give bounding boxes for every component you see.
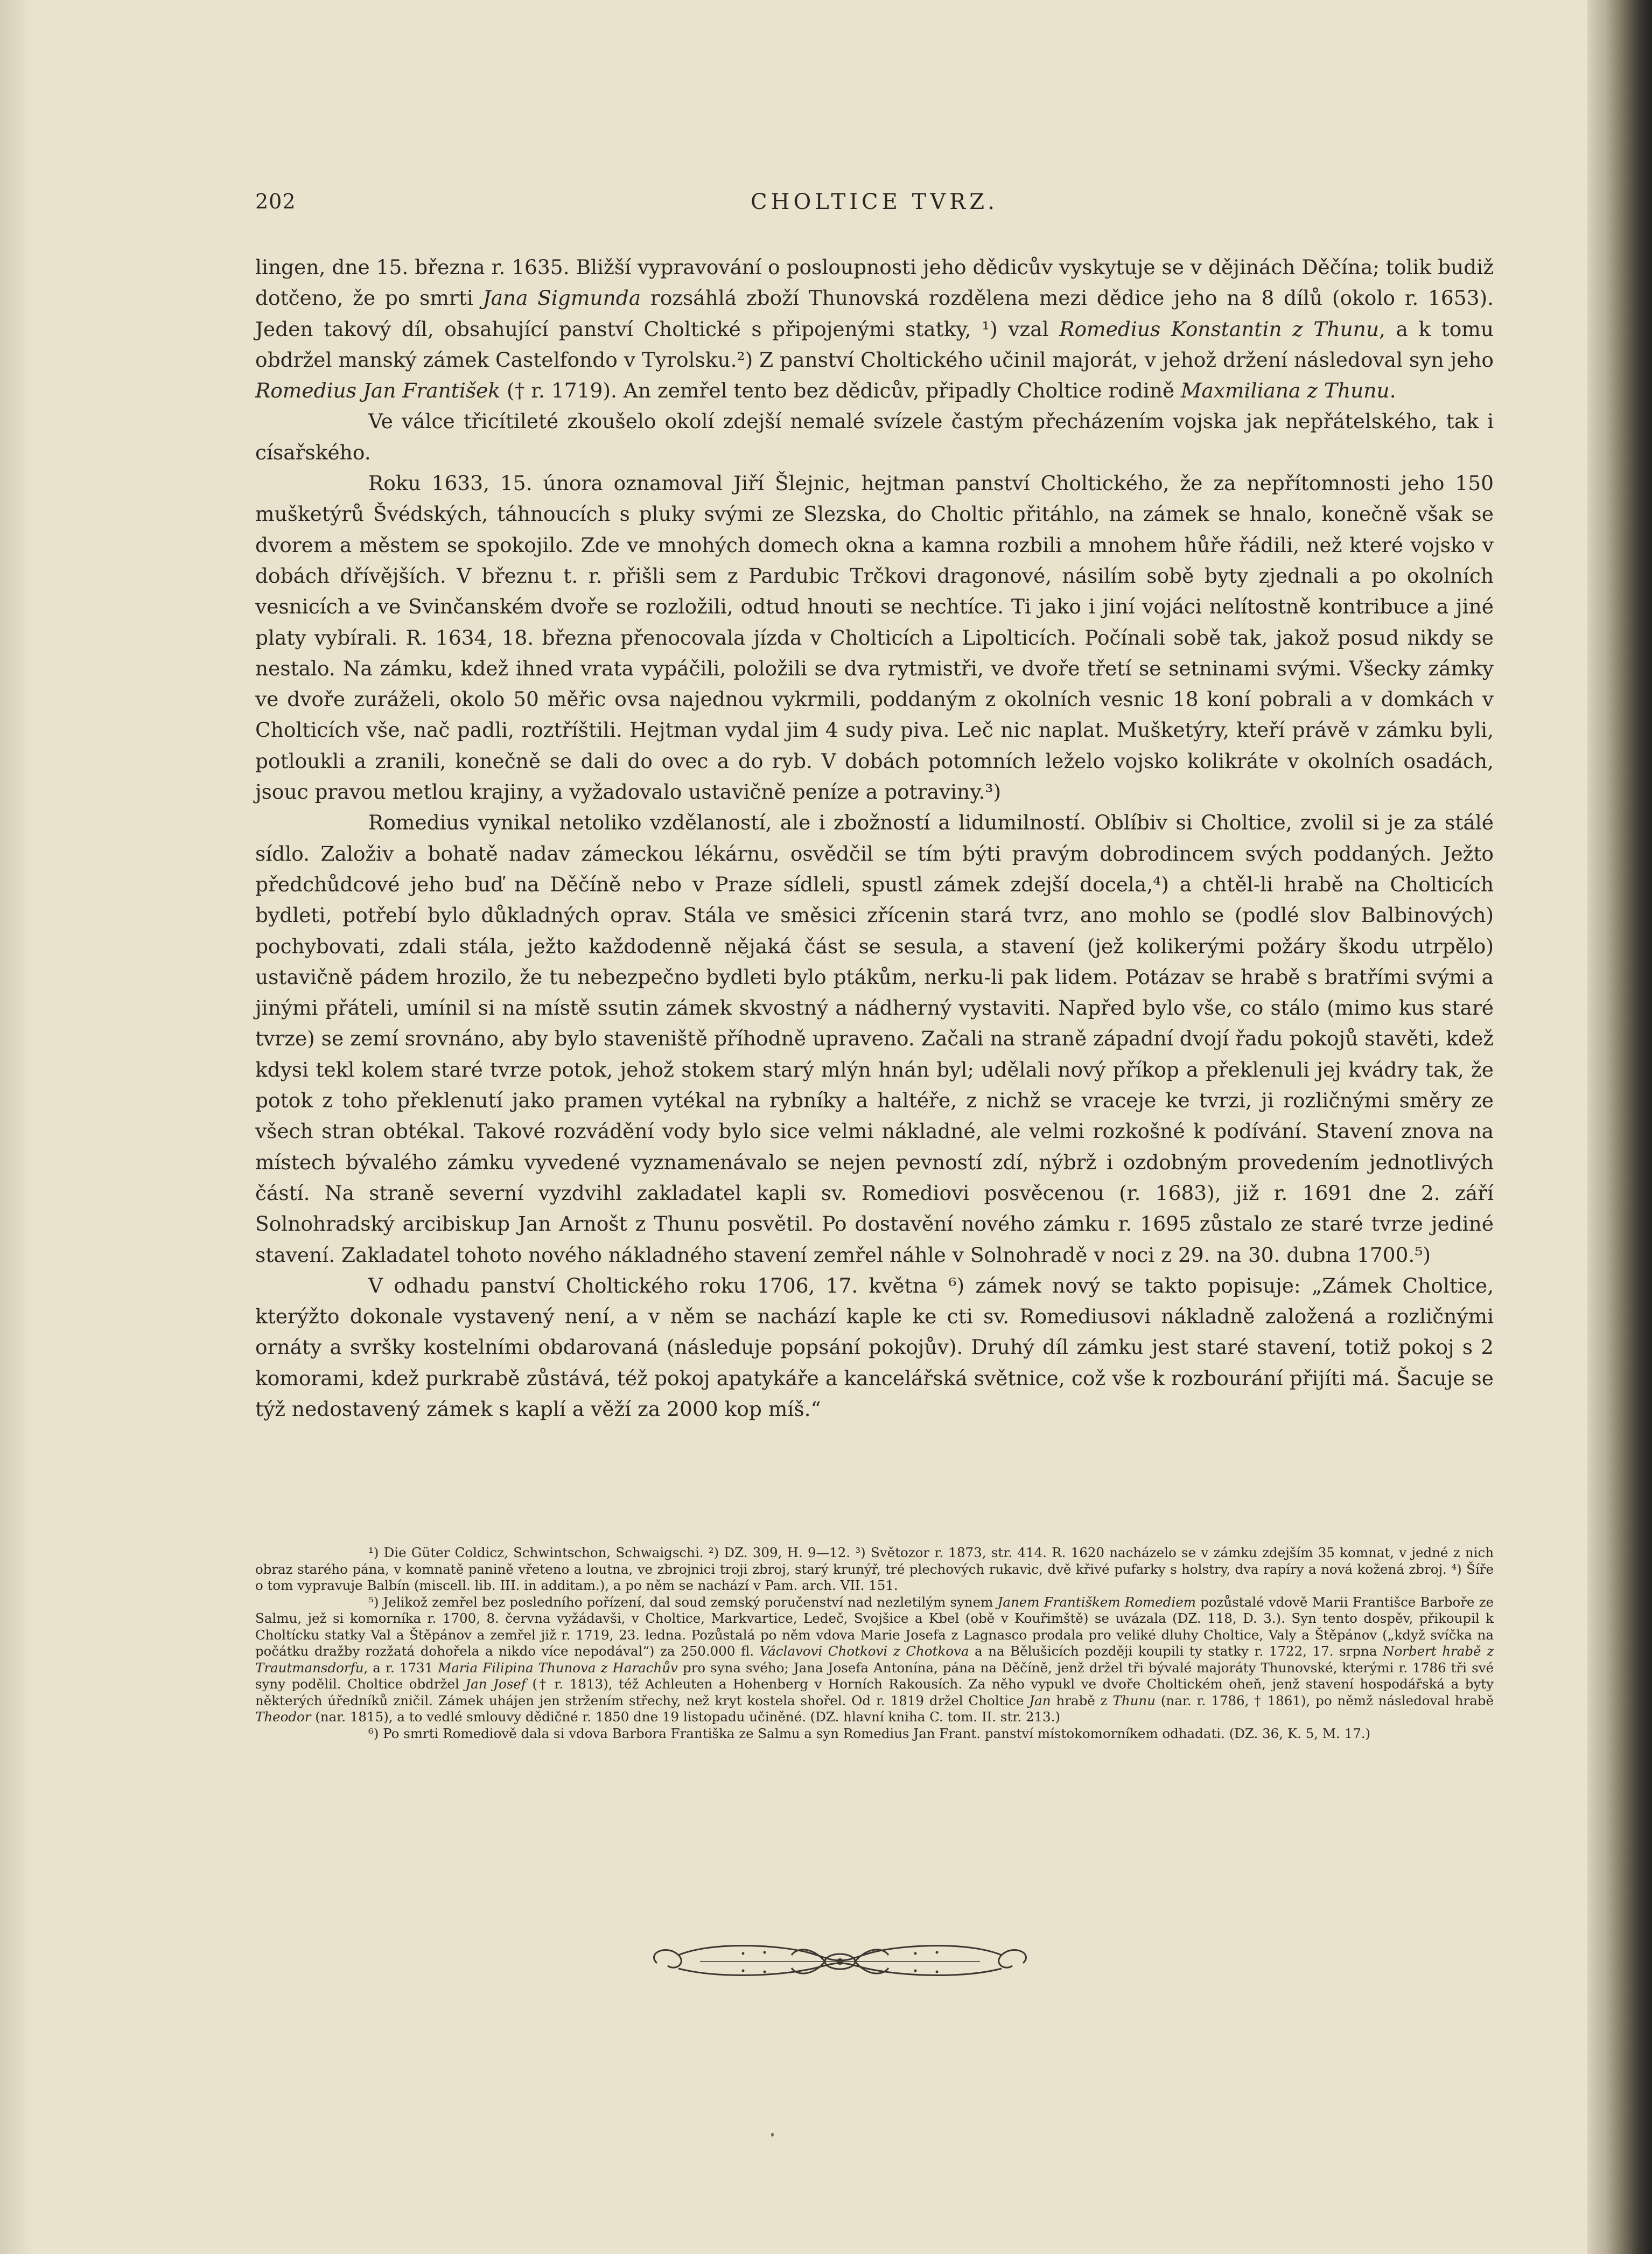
- text-run: V odhadu panství Choltického roku 1706, 17. května ⁶) zámek nový se takto popisuje: „Zámek Choltice, kterýžto dokonale vystavený není, a v něm se nachází kaple ke cti sv. Romediusovi nákladně založená a rozličnými ornáty a svršky kostelními obdarovaná (následuje popsání pokojův). Druhý díl zámku jest staré stavení, totiž pokoj s 2 komorami, kdež purkrabě zůstává, též pokoj apatykáře a kancelářská světnice, což vše k rozbourání přijíti má. Šacuje se týž nedostavený zámek s kaplí a věží za 2000 kop míš.“: [255, 1273, 1494, 1421]
- text-run: rozsáhlá zboží Thunovská rozdělena mezi dědice jeho na 8 dílů (okolo r. 1653). Jeden takový díl, obsahující panství Choltické s připojenými statky, ¹) vzal: [255, 286, 1494, 341]
- text-run: pro syna svého; Jana Josefa Antonína, pána na Děčíně, jenž držel tři bývalé majoráty Thunovské, kterými r. 1786 tři své syny podělil. Choltice obdržel: [255, 1659, 1494, 1692]
- text-run: Ve válce třicítileté zkoušelo okolí zdejší nemalé svízele častým přecházením vojska jak nepřátelského, tak i císařského.: [255, 409, 1494, 464]
- paragraph: [255, 1271, 1494, 1425]
- paragraph: [255, 468, 1494, 807]
- text-run: a na Bělušicích později koupili ty statky r. 1722, 17. srpna: [969, 1643, 1383, 1659]
- page-number: 202: [255, 190, 296, 213]
- italic-name: Theodor: [255, 1709, 311, 1725]
- text-run: pozůstalé vdově Marii Františce Barboře ze Salmu, jež si komorníka r. 1700, 8. června vyžádavši, v Choltice, Markvartice, Ledeč, Svojšice a Kbel (obě v Kouřimště) se uvázala (DZ. 118, D. 3.). Syn tento dospěv, přikoupil k Choltícku statky Val a Štěpánov a zemřel již r. 1719, 23. ledna. Pozůstalá po něm vdova Marie Josefa z Lagnasco prodala pro veliké dluhy Choltice, Valy a Štěpánov („když svíčka na počátku dražby rozžatá dohořela a nikdo více nepodával“) za 250.000 fl.: [255, 1594, 1494, 1659]
- paper-speck: [771, 2133, 774, 2137]
- text-run: († r. 1813), též Achleuten a Hohenberg v Horních Rakousích. Za něho vypukl ve dvoře Choltickém oheň, jenž stavení hospodářská a byty některých úředníků zničil. Zámek uhájen jen stržením střechy, než kryt kostela shořel. Od r. 1819 držel Choltice: [255, 1676, 1494, 1708]
- main-text: [255, 252, 1494, 1425]
- italic-name: Jan: [1029, 1692, 1051, 1708]
- italic-name: Jana Sigmunda: [482, 286, 641, 310]
- text-run: , a k tomu obdržel manský zámek Castelfondo v Tyrolsku.²) Z panství Choltického učinil majorát, v jehož držení následoval syn jeho: [255, 317, 1494, 372]
- text-run: (nar. 1815), a to vedlé smlouvy dědičné r. 1850 dne 19 listopadu učiněné. (DZ. hlavní kniha C. tom. II. str. 213.): [311, 1709, 1061, 1725]
- text-run: (nar. r. 1786, † 1861), po němž následoval hrabě: [1155, 1692, 1494, 1708]
- page-left-shadow: [0, 0, 32, 2254]
- book-binding-edge: [1587, 0, 1652, 2254]
- paragraph: [255, 252, 1494, 406]
- text-run: , a r. 1731: [363, 1659, 438, 1676]
- text-run: lingen, dne 15. března r. 1635. Bližší vypravování o posloupnosti jeho dědicův vyskytuje se v dějinách Děčína; tolik budiž dotčeno, že po smrti: [255, 255, 1494, 310]
- paragraph: [255, 807, 1494, 1270]
- text-run: Roku 1633, 15. února oznamoval Jiří Šlejnic, hejtman panství Choltického, že za nepřítomnosti jeho 150 mušketýrů Švédských, táhnoucích s pluky svými ze Slezska, do Choltic přitáhlo, na zámek se hnalo, konečně však se dvorem a městem se spokojilo. Zde ve mnohých domech okna a kamna rozbili a mnohem hůře řádili, než které vojsko v dobách dřívějších. V březnu t. r. přišli sem z Pardubic Trčkovi dragonové, násilím sobě byty zjednali a po okolních vesnicích a ve Svinčanském dvoře se rozložili, odtud hnouti se nechtíce. Ti jako i jiní vojáci nelítostně kontribuce a jiné platy vybírali. R. 1634, 18. března přenocovala jízda v Cholticích a Lipolticích. Počínali sobě tak, jakož posud nikdy se nestalo. Na zámku, kdež ihned vrata vypáčili, položili se dva rytmistři, ve dvoře třetí se setninami svými. Všecky zámky ve dvoře zuráželi, okolo 50 měřic ovsa najednou vykrmili, poddaným z okolních vesnic 18 koní pobrali a v domkách v Cholticích vše, nač padli, roztříštili. Hejtman vydal jim 4 sudy piva. Leč nic naplat. Mušketýry, kteří právě v zámku byli, potloukli a zranili, konečně se dali do ovec a do ryb. V dobách potomních leželo vojsko kolikráte v okolních osadách, jsouc pravou metlou krajiny, a vyžadovalo ustavičně peníze a potraviny.³): [255, 471, 1494, 804]
- decorative-scroll-ornament: [635, 1931, 1045, 1990]
- italic-name: Maria Filipina Thunova z Harachův: [438, 1659, 678, 1676]
- italic-name: Jan Josef: [465, 1676, 526, 1692]
- text-run: ⁵) Jelikož zemřel bez posledního pořízení, dal soud zemský poručenství nad nezletilým synem: [368, 1594, 998, 1610]
- running-head-title: CHOLTICE TVRZ.: [750, 190, 999, 214]
- footnote: [255, 1545, 1494, 1594]
- italic-name: Romedius Jan František: [255, 379, 501, 403]
- page-header: [255, 190, 1494, 222]
- text-run: ⁶) Po smrti Romediově dala si vdova Barbora Františka ze Salmu a syn Romedius Jan Frant. panství místokomorníkem odhadati. (DZ. 36, K. 5, M. 17.): [368, 1725, 1371, 1741]
- text-run: († r. 1719). An zemřel tento bez dědicův, připadly Choltice rodině: [500, 379, 1181, 403]
- text-run: ¹) Die Güter Coldicz, Schwintschon, Schwaigschi. ²) DZ. 309, H. 9—12. ³) Světozor r. 1873, str. 414. R. 1620 nacházelo se v zámku zdejším 35 komnat, v jedné z nich obraz starého pána, v komnatě panině vřeteno a loutna, ve zbrojnici troji zbroj, starý krunýř, tré plechových rukavic, dvě křivé pufarky s holstry, dva rapíry a nová kožená zbroj. ⁴) Šíře o tom vypravuje Balbín (miscell. lib. III. in additam.), a po něm se nachází v Pam. arch. VII. 151.: [255, 1545, 1494, 1593]
- text-run: hrabě z: [1051, 1692, 1113, 1708]
- italic-name: Norbert hrabě z Trautmansdorfu: [255, 1643, 1494, 1676]
- text-run: Romedius vynikal netoliko vzdělaností, ale i zbožností a lidumilností. Oblíbiv si Choltice, zvolil si je za stálé sídlo. Založiv a bohatě nadav zámeckou lékárnu, osvědčil se tím býti pravým dobrodincem svých poddaných. Ježto předchůdcové jeho buď na Děčíně nebo v Praze sídleli, spustl zámek zdejší docela,⁴) a chtěl-li hrabě na Cholticích bydleti, potřebí bylo důkladných oprav. Stála ve směsici zřícenin stará tvrz, ano mohlo se (podlé slov Balbinových) pochybovati, zdali stála, ježto každodenně nějaká část se sesula, a stavení (jež kolikerými požáry škodu utrpělo) ustavičně pádem hrozilo, že tu nebezpečno bydleti bylo ptákům, nerku-li pak lidem. Potázav se hrabě s bratřími svými a jinými přáteli, umínil si na místě ssutin zámek skvostný a nádherný vystaviti. Napřed bylo vše, co stálo (mimo kus staré tvrze) se zemí srovnáno, aby bylo staveniště příhodně upraveno. Začali na straně západní dvojí řadu pokojů stavěti, kdež kdysi tekl kolem staré tvrze potok, jehož stokem starý mlýn hnán byl; udělali nový příkop a překlenuli jej kvádry tak, že potok z toho překlenutí jako pramen vytékal na rybníky a haltéře, z nichž se vraceje ke tvrzi, ji rozličnými směry ze všech stran obtékal. Takové rozvádění vody bylo sice velmi nákladné, ale velmi rozkošné k podívání. Stavení znova na místech bývalého zámku vyvedené vyznamenávalo se nejen pevností zdí, nýbrž i ozdobným provedením jednotlivých částí. Na straně severní vyzdvihl zakladatel kapli sv. Romediovi posvěcenou (r. 1683), již r. 1691 dne 2. září Solnohradský arcibiskup Jan Arnošt z Thunu posvětil. Po dostavění nového zámku r. 1695 zůstalo ze staré tvrze jediné stavení. Zakladatel tohoto nového nákladného stavení zemřel náhle v Solnohradě v noci z 29. na 30. dubna 1700.⁵): [255, 811, 1494, 1267]
- italic-name: Maxmiliana z Thunu: [1181, 379, 1390, 403]
- footnotes: [255, 1545, 1494, 1742]
- italic-name: Janem Františkem Romediem: [997, 1594, 1196, 1610]
- paragraph: [255, 406, 1494, 468]
- text-run: .: [1389, 379, 1396, 403]
- italic-name: Romedius Konstantin z Thunu: [1059, 317, 1379, 341]
- footnote: [255, 1594, 1494, 1726]
- italic-name: Thunu: [1112, 1692, 1156, 1708]
- italic-name: Václavovi Chotkovi z Chotkova: [759, 1643, 969, 1659]
- footnote: [255, 1726, 1494, 1742]
